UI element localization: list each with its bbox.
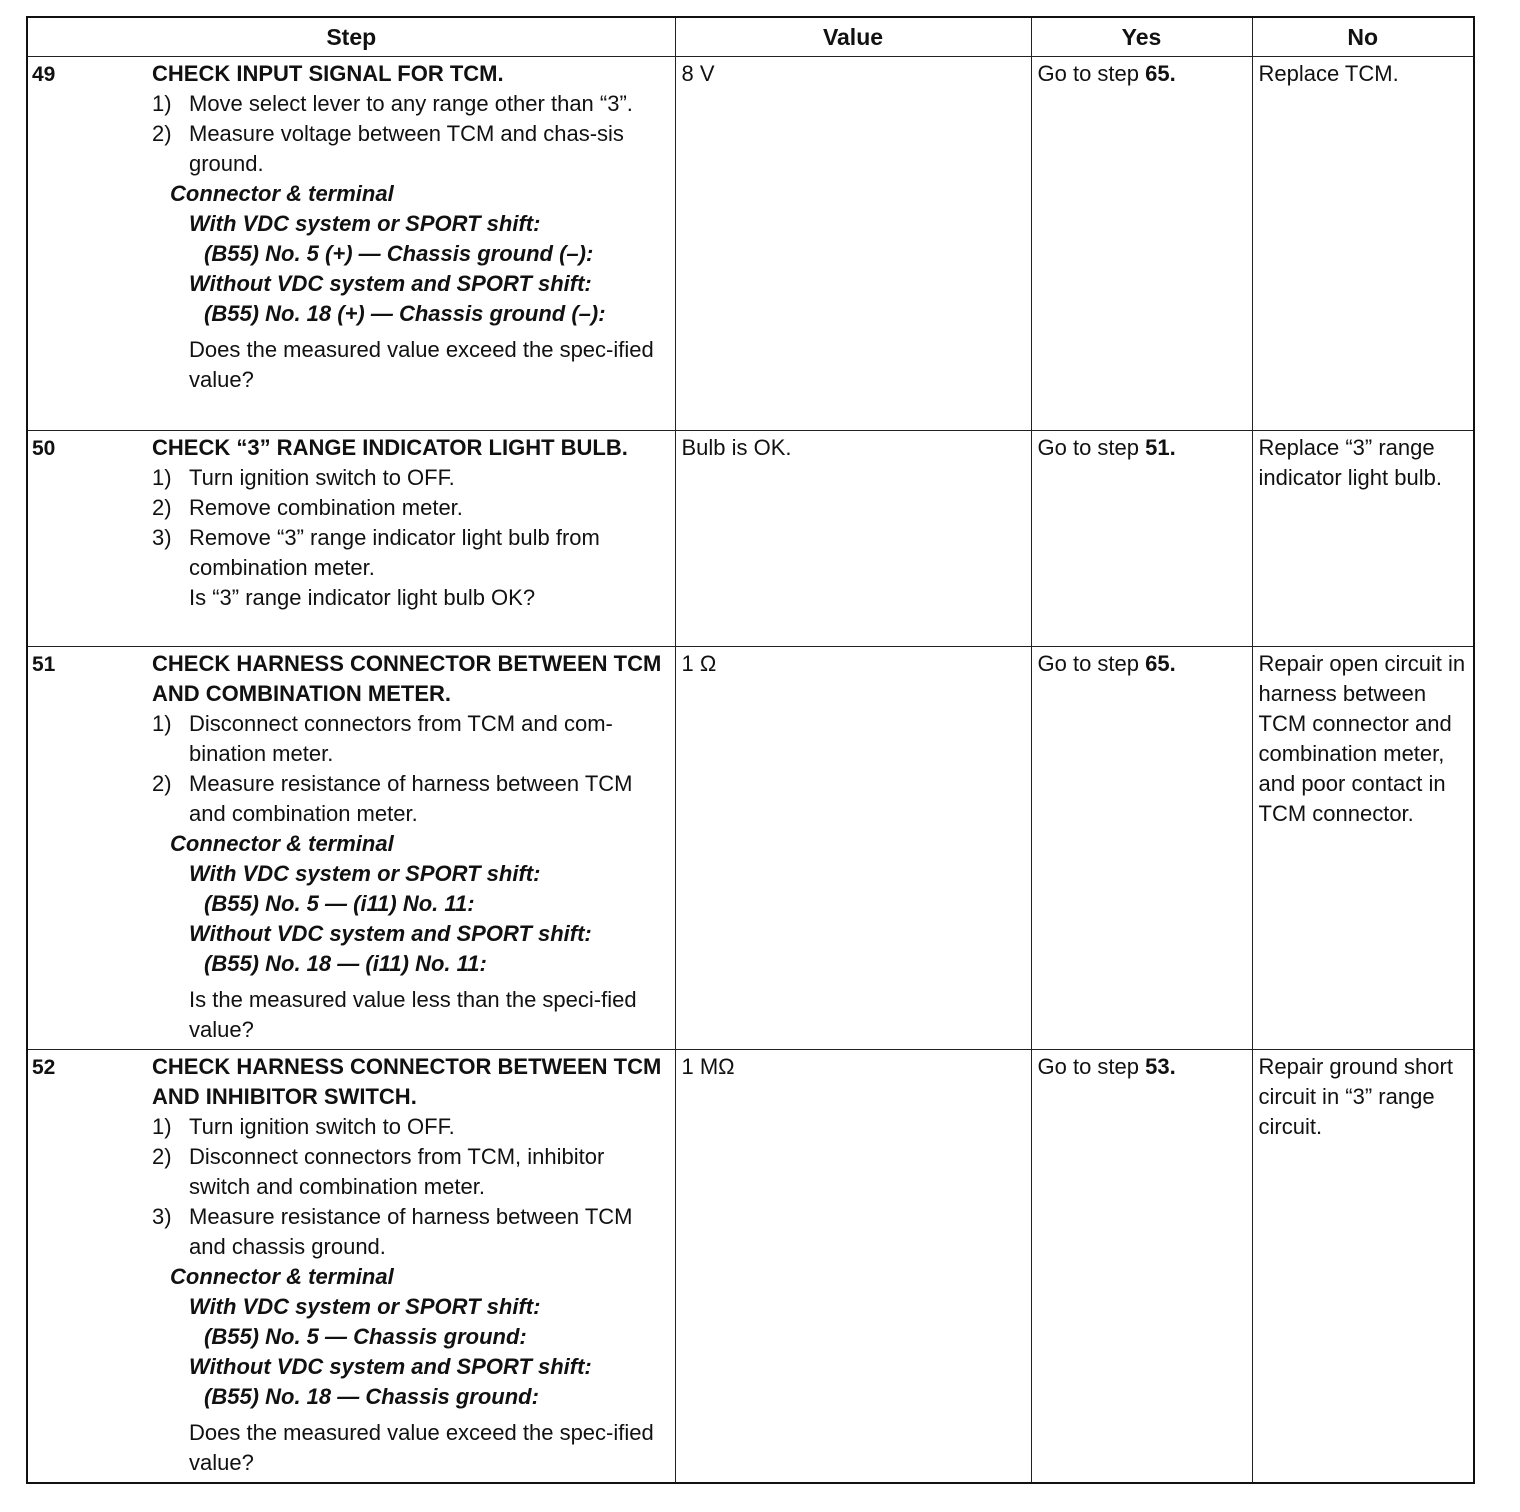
step-item: 2) Disconnect connectors from TCM, inhibitor switch and combination meter. [152, 1144, 605, 1199]
yes-cell: Go to step 51. [1031, 431, 1252, 647]
connector-label: Without VDC system and SPORT shift: [189, 1354, 592, 1379]
diagnostic-table [26, 16, 1475, 1484]
header-row [27, 17, 1474, 57]
yes-step-ref: 53. [1145, 1054, 1176, 1079]
table-row [27, 647, 1474, 1050]
step-number: 50 [32, 437, 56, 460]
connector-label: With VDC system or SPORT shift: [189, 861, 541, 886]
connector-value: (B55) No. 5 — Chassis ground: [204, 1324, 527, 1349]
step-item: 2) Measure resistance of harness between TCM and combination meter. [152, 771, 633, 826]
step-item: 3) Remove “3” range indicator light bulb from combination meter. [152, 525, 600, 580]
step-title: CHECK HARNESS CONNECTOR BETWEEN TCM AND INHIBITOR SWITCH. [152, 1054, 662, 1109]
step-item: 1) Move select lever to any range other than “3”. [152, 91, 633, 116]
step-question: Is “3” range indicator light bulb OK? [189, 585, 536, 610]
step-cell [27, 1050, 675, 1484]
step-number: 49 [32, 63, 56, 86]
yes-cell: Go to step 65. [1031, 57, 1252, 431]
header-yes: Yes [1031, 17, 1252, 57]
yes-step-ref: 51. [1145, 435, 1176, 460]
value-cell: 1 Ω [675, 647, 1031, 1050]
step-cell [27, 647, 675, 1050]
step-title: CHECK “3” RANGE INDICATOR LIGHT BULB. [152, 435, 628, 460]
connector-title: Connector & terminal [170, 181, 394, 206]
value-cell: 1 MΩ [675, 1050, 1031, 1484]
step-question: Does the measured value exceed the spec-ified value? [189, 1420, 654, 1475]
no-cell: Replace TCM. [1252, 57, 1474, 431]
connector-value: (B55) No. 5 — (i11) No. 11: [204, 891, 475, 916]
no-cell: Repair open circuit in harness between TCM connector and combination meter, and poor contact in TCM connector. [1252, 647, 1474, 1050]
step-item: 1) Disconnect connectors from TCM and com-bination meter. [152, 711, 613, 766]
step-title: CHECK INPUT SIGNAL FOR TCM. [152, 61, 504, 86]
connector-title: Connector & terminal [170, 831, 394, 856]
table-row [27, 57, 1474, 431]
connector-value: (B55) No. 18 — (i11) No. 11: [204, 951, 487, 976]
value-cell: Bulb is OK. [675, 431, 1031, 647]
step-item: 3) Measure resistance of harness between TCM and chassis ground. [152, 1204, 633, 1259]
connector-label: With VDC system or SPORT shift: [189, 1294, 541, 1319]
step-cell [27, 57, 675, 431]
yes-step-ref: 65. [1145, 651, 1176, 676]
yes-cell: Go to step 65. [1031, 647, 1252, 1050]
step-question: Is the measured value less than the speci-fied value? [189, 987, 637, 1042]
connector-label: Without VDC system and SPORT shift: [189, 271, 592, 296]
table-row [27, 1050, 1474, 1484]
step-item: 1) Turn ignition switch to OFF. [152, 1114, 455, 1139]
step-item: 2) Measure voltage between TCM and chas-sis ground. [152, 121, 624, 176]
table-row [27, 431, 1474, 647]
step-cell [27, 431, 675, 647]
yes-step-ref: 65. [1145, 61, 1176, 86]
no-cell: Replace “3” range indicator light bulb. [1252, 431, 1474, 647]
value-cell: 8 V [675, 57, 1031, 431]
step-number: 52 [32, 1056, 56, 1079]
connector-value: (B55) No. 5 (+) — Chassis ground (–): [204, 241, 594, 266]
step-number: 51 [32, 653, 56, 676]
connector-title: Connector & terminal [170, 1264, 394, 1289]
step-title: CHECK HARNESS CONNECTOR BETWEEN TCM AND COMBINATION METER. [152, 651, 662, 706]
step-item: 2) Remove combination meter. [152, 495, 463, 520]
header-value: Value [675, 17, 1031, 57]
header-step: Step [27, 17, 675, 57]
connector-label: With VDC system or SPORT shift: [189, 211, 541, 236]
no-cell: Repair ground short circuit in “3” range circuit. [1252, 1050, 1474, 1484]
connector-label: Without VDC system and SPORT shift: [189, 921, 592, 946]
yes-cell: Go to step 53. [1031, 1050, 1252, 1484]
step-item: 1) Turn ignition switch to OFF. [152, 465, 455, 490]
step-question: Does the measured value exceed the spec-ified value? [189, 337, 654, 392]
connector-value: (B55) No. 18 (+) — Chassis ground (–): [204, 301, 606, 326]
connector-value: (B55) No. 18 — Chassis ground: [204, 1384, 539, 1409]
header-no: No [1252, 17, 1474, 57]
